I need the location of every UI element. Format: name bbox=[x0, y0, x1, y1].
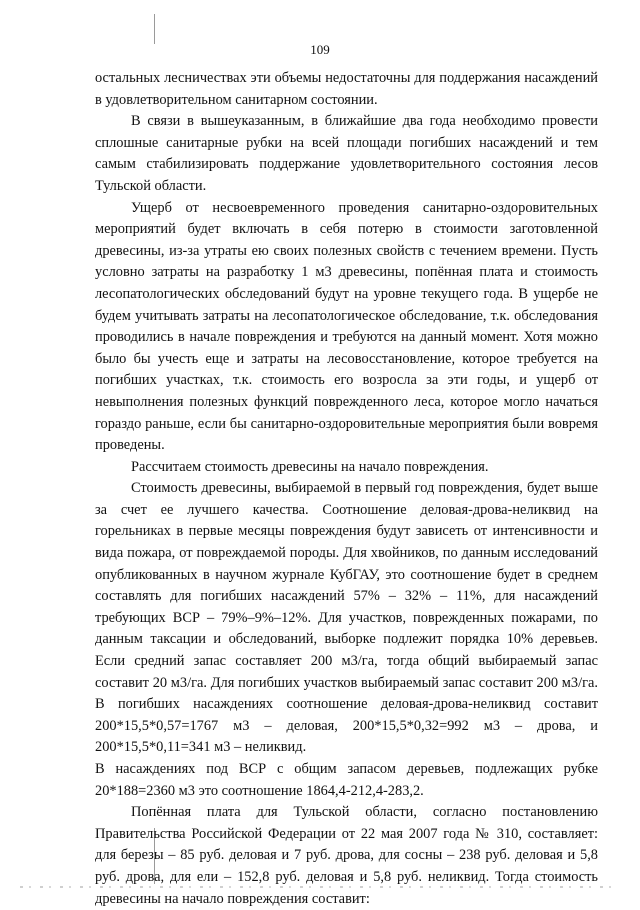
page-number: 109 bbox=[310, 42, 330, 57]
document-body bbox=[95, 68, 598, 910]
paragraph-7: Попённая плата для Тульской области, согласно постановлению Правительства Российской Федерации от 22 мая 2007 года № 310, составляет: для березы – 85 руб. деловая и 7 руб. дрова, для сосны – 238 руб. деловая и 5,8 руб. дрова, для ели – 152,8 руб. деловая и 5,8 руб. неликвид. Тогда стоимость древесины на начало повреждения составит: bbox=[95, 804, 598, 907]
paragraph-3: Ущерб от несвоевременного проведения санитарно-оздоровительных мероприятий будет включать в себя потерю в стоимости заготовленной древесины, из-за утраты ею своих полезных свойств с течением времени. Пусть условно затраты на разработку 1 м3 древесины, попённая плата и стоимость лесопатологических обследований будут на уровне текущего года. В ущербе не будем учитывать затраты на лесопатологическое обследование, т.к. обследования проводились в начале повреждения и требуются на данный момент. Хотя можно было бы учесть еще и затраты на лесовосстановление, которое требуется на погибших участках, т.к. стоимость его возросла за эти годы, и ущерб от невыполнения полезных функций поврежденного леса, которое могло начаться гораздо раньше, если бы санитарно-оздоровительные мероприятия были вовремя проведены. bbox=[95, 199, 598, 454]
paragraph-6: В насаждениях под ВСР с общим запасом деревьев, подлежащих рубке 20*188=2360 м3 это соотношение 1864,4-212,4-283,2. bbox=[95, 761, 598, 799]
scan-artifact-line-top bbox=[154, 14, 155, 44]
paragraph-1: остальных лесничествах эти объемы недостаточны для поддержания насаждений в удовлетворительном санитарном состоянии. bbox=[95, 70, 598, 108]
paragraph-5: Стоимость древесины, выбираемой в первый год повреждения, будет выше за счет ее лучшего качества. Соотношение деловая-дрова-неликвид на горельниках в первые месяцы повреждения будут зависеть от интенсивности и вида пожара, от повреждаемой породы. Для хвойников, по данным исследований опубликованных в научном журнале КубГАУ, это соотношение будет в среднем составлять для погибших насаждений 57% – 32% – 11%, для насаждений требующих ВСР – 79%–9%–12%. Для участков, поврежденных пожарами, по данным таксации и обследований, выборке подлежит порядка 10% деревьев. Если средний запас составляет 200 м3/га, тогда общий выбираемый запас составит 20 м3/га. Для погибших участков выбираемый запас составит 200 м3/га. В погибших насаждениях соотношение деловая-дрова-неликвид составит 200*15,5*0,57=1767 м3 – деловая, 200*15,5*0,32=992 м3 – дрова, и 200*15,5*0,11=341 м3 – неликвид. bbox=[95, 480, 598, 756]
paragraph-4: Рассчитаем стоимость древесины на начало повреждения. bbox=[131, 458, 489, 475]
paragraph-2: В связи в вышеуказанным, в ближайшие два года необходимо провести сплошные санитарные рубки на всей площади погибших насаждений и тем самым стабилизировать поддержание удовлетворительного состояния лесов Тульской области. bbox=[95, 113, 598, 194]
